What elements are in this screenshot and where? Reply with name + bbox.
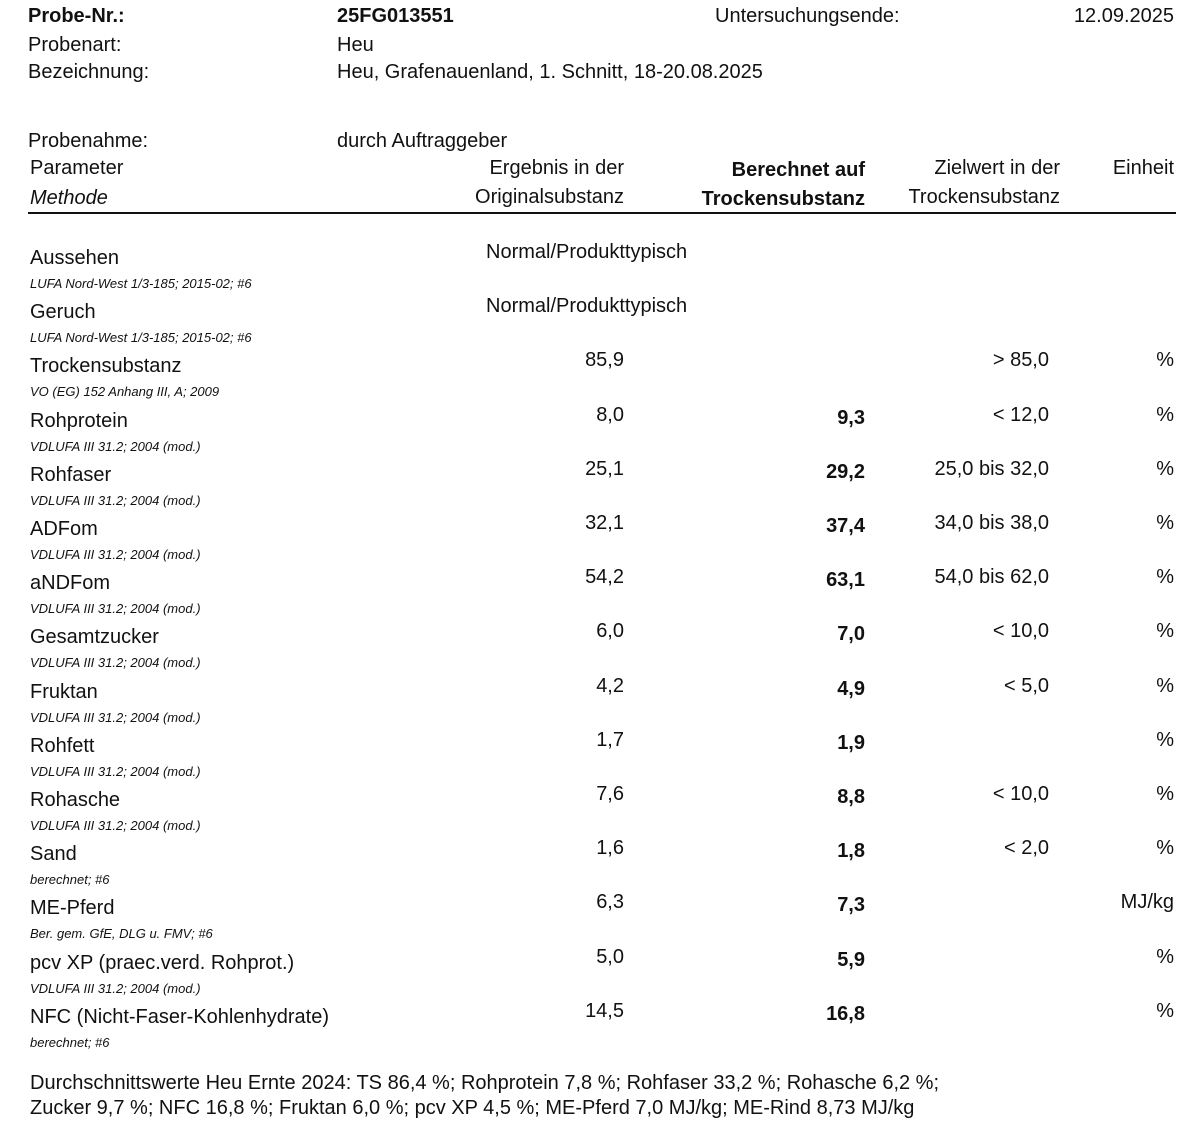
- row-method: VDLUFA III 31.2; 2004 (mod.): [30, 764, 201, 779]
- row-method: LUFA Nord-West 1/3-185; 2015-02; #6: [30, 330, 252, 345]
- row-unit: %: [1156, 512, 1174, 534]
- row-parameter: Fruktan: [30, 681, 98, 703]
- row-result-original: 5,0: [596, 946, 624, 968]
- row-unit: %: [1156, 349, 1174, 371]
- row-target-value: < 5,0: [1003, 675, 1049, 697]
- probe-nr-value: 25FG013551: [337, 5, 454, 27]
- row-unit: %: [1156, 783, 1174, 805]
- row-result-original: 1,6: [596, 837, 624, 859]
- row-method: VDLUFA III 31.2; 2004 (mod.): [30, 601, 201, 616]
- row-unit: MJ/kg: [1120, 891, 1174, 913]
- col-ziel-line2: Trockensubstanz: [908, 186, 1060, 208]
- row-result-original: 4,2: [596, 675, 624, 697]
- row-result-dry-matter: 5,9: [837, 949, 865, 971]
- row-result-dry-matter: 4,9: [837, 678, 865, 700]
- probenahme-label: Probenahme:: [28, 130, 149, 152]
- row-target-value: > 85,0: [992, 349, 1049, 371]
- row-result-dry-matter: 63,1: [826, 569, 865, 591]
- row-result-original: 6,3: [596, 891, 624, 913]
- row-parameter: NFC (Nicht-Faser-Kohlenhydrate): [30, 1006, 329, 1028]
- row-parameter: ADFom: [30, 518, 98, 540]
- row-parameter: Geruch: [30, 301, 96, 323]
- row-result-original: 7,6: [596, 783, 624, 805]
- row-target-value: < 10,0: [992, 620, 1049, 642]
- col-parameter: Parameter: [30, 157, 124, 179]
- row-parameter: Rohprotein: [30, 410, 128, 432]
- row-method: VDLUFA III 31.2; 2004 (mod.): [30, 439, 201, 454]
- row-result-original: 6,0: [596, 620, 624, 642]
- row-result-dry-matter: 1,9: [837, 732, 865, 754]
- row-result-original: 1,7: [596, 729, 624, 751]
- row-unit: %: [1156, 675, 1174, 697]
- row-result-dry-matter: 8,8: [837, 786, 865, 808]
- row-target-value: < 10,0: [992, 783, 1049, 805]
- row-unit: %: [1156, 946, 1174, 968]
- row-target-value: < 12,0: [992, 404, 1049, 426]
- row-parameter: ME-Pferd: [30, 897, 115, 919]
- row-method: Ber. gem. GfE, DLG u. FMV; #6: [30, 926, 213, 941]
- row-unit: %: [1156, 837, 1174, 859]
- bezeichnung-value: Heu, Grafenauenland, 1. Schnitt, 18-20.08.2025: [337, 61, 763, 83]
- row-parameter: pcv XP (praec.verd. Rohprot.): [30, 952, 295, 974]
- row-unit: %: [1156, 729, 1174, 751]
- row-target-value: 54,0 bis 62,0: [934, 566, 1049, 588]
- row-result-dry-matter: 9,3: [837, 407, 865, 429]
- row-target-value: < 2,0: [1003, 837, 1049, 859]
- col-einheit: Einheit: [1112, 157, 1174, 179]
- row-parameter: Aussehen: [30, 247, 119, 269]
- average-values-line1: Durchschnittswerte Heu Ernte 2024: TS 86,4 %; Rohprotein 7,8 %; Rohfaser 33,2 %; Rohasche 6,2 %;: [30, 1072, 940, 1094]
- row-method: VDLUFA III 31.2; 2004 (mod.): [30, 655, 201, 670]
- row-result-original: 14,5: [585, 1000, 624, 1022]
- row-target-value: 34,0 bis 38,0: [934, 512, 1049, 534]
- row-result-original: 8,0: [596, 404, 624, 426]
- row-method: VDLUFA III 31.2; 2004 (mod.): [30, 981, 201, 996]
- probenart-value: Heu: [337, 34, 374, 56]
- row-result-dry-matter: 29,2: [826, 461, 865, 483]
- row-unit: %: [1156, 566, 1174, 588]
- col-ts-line1: Berechnet auf: [731, 159, 865, 181]
- untersuchungsende-value: 12.09.2025: [1073, 5, 1174, 27]
- row-result-dry-matter: 7,3: [837, 894, 865, 916]
- row-result-original: 32,1: [585, 512, 624, 534]
- row-result-dry-matter: 7,0: [837, 623, 865, 645]
- row-result-original: 85,9: [585, 349, 624, 371]
- row-target-value: 25,0 bis 32,0: [934, 458, 1049, 480]
- row-parameter: Rohasche: [30, 789, 121, 811]
- row-result-dry-matter: 16,8: [826, 1003, 865, 1025]
- row-result-dry-matter: 37,4: [826, 515, 865, 537]
- row-method: berechnet; #6: [30, 872, 110, 887]
- row-result-text: Normal/Produkttypisch: [486, 295, 688, 317]
- untersuchungsende-label: Untersuchungsende:: [715, 5, 900, 27]
- col-methode: Methode: [30, 187, 108, 209]
- row-method: VDLUFA III 31.2; 2004 (mod.): [30, 547, 201, 562]
- row-result-dry-matter: 1,8: [837, 840, 865, 862]
- col-orig-line1: Ergebnis in der: [489, 157, 624, 179]
- row-method: VO (EG) 152 Anhang III, A; 2009: [30, 384, 220, 399]
- row-method: berechnet; #6: [30, 1035, 110, 1050]
- header-divider: [28, 212, 1176, 214]
- row-parameter: Rohfaser: [30, 464, 112, 486]
- row-parameter: Sand: [30, 843, 77, 865]
- row-method: VDLUFA III 31.2; 2004 (mod.): [30, 710, 201, 725]
- row-method: LUFA Nord-West 1/3-185; 2015-02; #6: [30, 276, 252, 291]
- row-parameter: Gesamtzucker: [30, 626, 159, 648]
- row-result-original: 54,2: [585, 566, 624, 588]
- probenahme-value: durch Auftraggeber: [337, 130, 508, 152]
- row-method: VDLUFA III 31.2; 2004 (mod.): [30, 818, 201, 833]
- row-method: VDLUFA III 31.2; 2004 (mod.): [30, 493, 201, 508]
- average-values-line2: Zucker 9,7 %; NFC 16,8 %; Fruktan 6,0 %; pcv XP 4,5 %; ME-Pferd 7,0 MJ/kg; ME-Rind 8,73 MJ/kg: [30, 1097, 915, 1119]
- probenart-label: Probenart:: [28, 34, 122, 56]
- col-ziel-line1: Zielwert in der: [934, 157, 1060, 179]
- row-unit: %: [1156, 1000, 1174, 1022]
- row-parameter: aNDFom: [30, 572, 111, 594]
- average-values-note: [30, 1071, 939, 1121]
- bezeichnung-label: Bezeichnung:: [28, 61, 150, 83]
- col-ts-line2: Trockensubstanz: [701, 188, 865, 210]
- row-unit: %: [1156, 458, 1174, 480]
- row-result-original: 25,1: [585, 458, 624, 480]
- row-unit: %: [1156, 620, 1174, 642]
- row-parameter: Trockensubstanz: [30, 355, 182, 377]
- col-orig-line2: Originalsubstanz: [475, 186, 624, 208]
- row-parameter: Rohfett: [30, 735, 95, 757]
- row-result-text: Normal/Produkttypisch: [486, 241, 688, 263]
- row-unit: %: [1156, 404, 1174, 426]
- probe-nr-label: Probe-Nr.:: [28, 5, 125, 27]
